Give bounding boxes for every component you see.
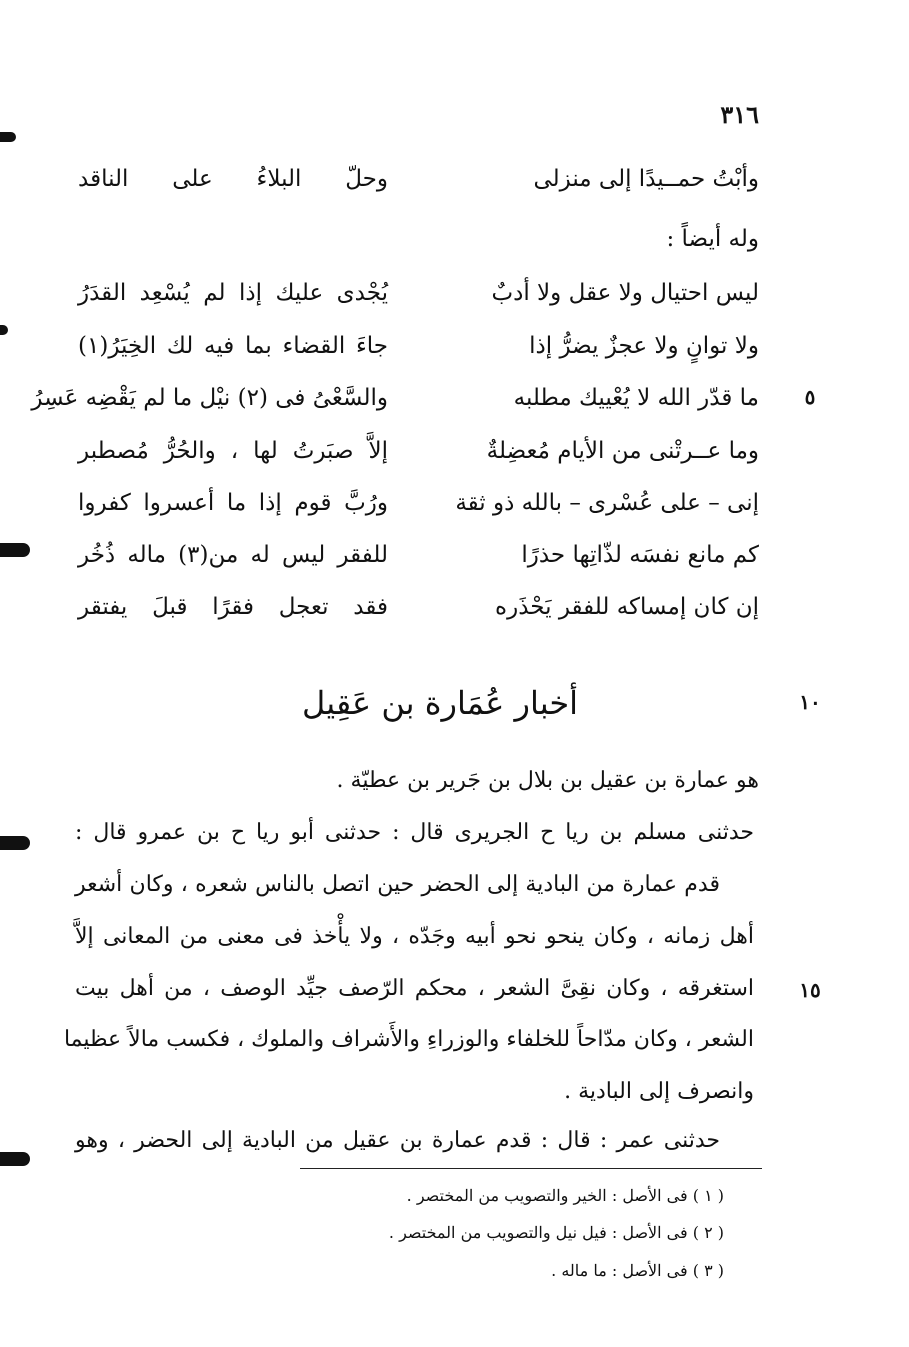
margin-mark xyxy=(0,132,16,142)
footnote-divider xyxy=(300,1168,762,1169)
margin-mark xyxy=(0,325,8,335)
verse-1-right: ليس احتيال ولا عقل ولا أدبٌ xyxy=(491,280,759,306)
verse-6-left: للفقر ليس له من(٣) ماله ذُخُر xyxy=(78,542,388,568)
footnote-3: ( ٣ ) فى الأصل : ما ماله . xyxy=(551,1261,724,1280)
verse-7-left: فقد تعجل فقرًا قبلَ يفتقر xyxy=(78,594,388,620)
page-number: ٣١٦ xyxy=(720,100,759,129)
verse-6-right: كم مانع نفسَه لذّاتِها حذرًا xyxy=(521,542,759,568)
top-verse-left: وحلّ البلاءُ على الناقد xyxy=(78,166,388,192)
paragraph-3-line-3: استغرقه ، وكان نقِىَّ الشعر ، محكم الرّصف جيِّد الوصف ، من أهل بيت xyxy=(75,976,754,1001)
paragraph-1-line-1: هو عمارة بن عقيل بن بلال بن جَرير بن عطيّة . xyxy=(336,768,759,793)
paragraph-2-line-1: حدثنى مسلم بن ريا ح الجريرى قال : حدثنى أبو ريا ح بن عمرو قال : xyxy=(75,820,754,845)
verse-3-right: ما قدّر الله لا يُعْييك مطلبه xyxy=(513,385,759,411)
poem-intro: وله أيضاً : xyxy=(666,226,759,252)
verse-2-right: ولا توانٍ ولا عجزٌ يضرُّ إذا xyxy=(529,333,759,359)
line-number-10: ١٠ xyxy=(799,690,821,714)
footnote-2: ( ٢ ) فى الأصل : فيل نيل والتصويب من المختصر . xyxy=(388,1223,724,1242)
verse-7-right: إن كان إمساكه للفقر يَحْذَره xyxy=(495,594,759,620)
verse-1-left: يُجْدى عليك إذا لم يُسْعِد القدَرُ xyxy=(78,280,388,306)
footnote-1: ( ١ ) فى الأصل : الخير والتصويب من المختصر . xyxy=(406,1186,724,1205)
margin-mark xyxy=(0,836,30,850)
top-verse-right: وأبْتُ حمــيدًا إلى منزلى xyxy=(533,166,759,192)
line-number-5: ٥ xyxy=(804,385,816,409)
section-title: أخبار عُمَارة بن عَقِيل xyxy=(301,684,579,722)
verse-2-left: جاءَ القضاء بما فيه لك الخِيَرُ(١) xyxy=(78,333,388,359)
margin-mark xyxy=(0,1152,30,1166)
paragraph-3-line-5: وانصرف إلى البادية . xyxy=(564,1079,754,1104)
paragraph-4-line-1: حدثنى عمر : قال : قدم عمارة بن عقيل من البادية إلى الحضر ، وهو xyxy=(75,1128,720,1153)
margin-mark xyxy=(0,543,30,557)
verse-4-left: إلاَّ صبَرتُ لها ، والحُرُّ مُصطبر xyxy=(78,438,388,464)
verse-5-right: إنى – على عُسْرى – بالله ذو ثقة xyxy=(455,490,759,516)
line-number-15: ١٥ xyxy=(799,978,821,1002)
paragraph-3-line-2: أهل زمانه ، وكان ينحو نحو أبيه وجَدّه ، ولا يأْخذ فى معنى من المعانى إلاَّ xyxy=(75,924,754,949)
verse-3-left: والسَّعْىُ فى (٢) نيْل ما لم يَقْضِه عَسِرُ xyxy=(31,385,388,411)
paragraph-3-line-1: قدم عمارة من البادية إلى الحضر حين اتصل بالناس شعره ، وكان أشعر xyxy=(75,872,720,897)
verse-4-right: وما عــرتْنى من الأيام مُعضِلةٌ xyxy=(486,438,759,464)
verse-5-left: ورُبَّ قوم إذا ما أعسروا كفروا xyxy=(78,490,388,516)
paragraph-3-line-4: الشعر ، وكان مدّاحاً للخلفاء والوزراءِ والأَشراف والملوك ، فكسب مالاً عظيما xyxy=(63,1027,754,1052)
